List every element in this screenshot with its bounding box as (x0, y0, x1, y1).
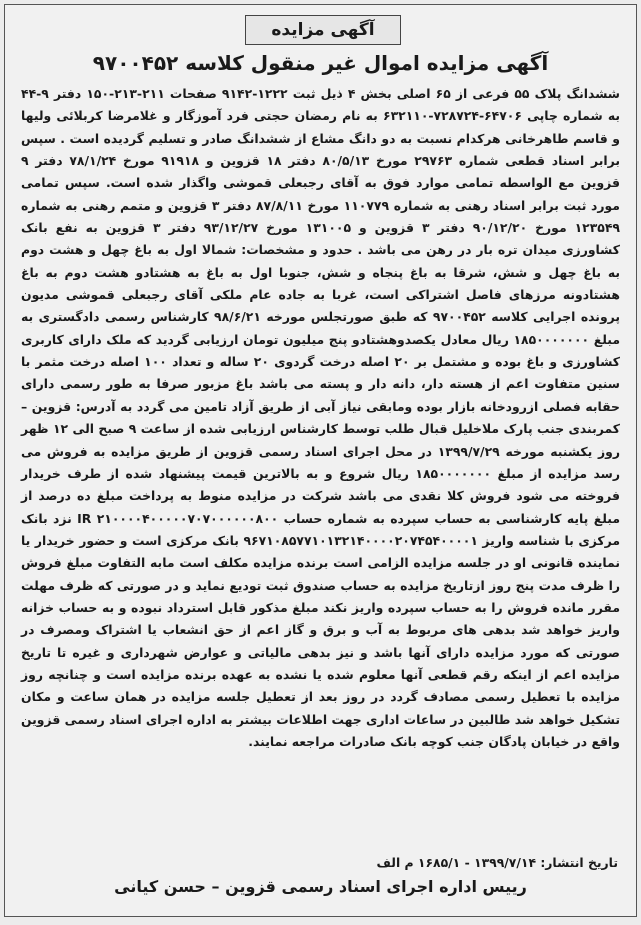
ad-page (4, 4, 637, 917)
ad-title: آگهی مزایده (245, 15, 401, 45)
signature-line: رییس اداره اجرای اسناد رسمی قزوین – حسن کیانی (114, 877, 527, 896)
publish-date: تاریخ انتشار: ۱۳۹۹/۷/۱۴ - ۱۶۸۵/۱ م الف (376, 855, 618, 870)
ad-body-text: ششدانگ پلاک ۵۵ فرعی از ۶۵ اصلی بخش ۴ ذیل ثبت ۱۲۲۲-۹۱۴۲ صفحات ۲۱۱-۲۱۳-۱۵۰ دفتر ۹-۴۴ به شماره چاپی ۶۴۷۰۶-۷۲۸۷۲۴-۶۳۲۱۱۰ به نام رمضان حجتی فرد آموزگار و غلامرضا کربلائی ولیها و قاسم طاهرخانی هرکدام نسبت به دو دانگ مشاع از ششدانگ صادر و تسلیم گردیده است . سپس برابر اسناد قطعی شماره ۲۹۷۶۳ مورخ ۸۰/۵/۱۳ دفتر ۱۸ قزوین و ۹۱۹۱۸ مورخ ۷۸/۱/۲۴ دفتر ۹ قزوین مع الواسطه تمامی موارد فوق به آقای رجبعلی قموشی واگذار شده است. سپس تمامی مورد ثبت برابر اسناد رهنی به شماره ۱۱۰۷۷۹ مورخ ۸۷/۸/۱۱ دفتر ۳ قزوین و متمم رهنی به شماره ۱۲۳۵۴۹ مورخ ۹۰/۱۲/۲۰ دفتر ۳ قزوین و ۱۳۱۰۰۵ مورخ ۹۳/۱۲/۲۷ دفتر ۳ قزوین به نفع بانک کشاورزی میدان تره بار در رهن می باشد . حدود و مشخصات: شمالا اول به باغ چهل و هشت دوم به باغ چهل و شش، شرقا به باغ پنجاه و شش، جنوبا اول به باغ به هشتادو هشت دوم به باغ هشتادونه مرزهای فاصل اشتراکی است، غربا به جاده عام ملکی آقای رجبعلی قموشی مدیون پرونده اجرایی کلاسه ۹۷۰۰۴۵۲ که طبق صورتجلس مورخه ۹۸/۶/۲۱ کارشناس رسمی دادگستری به مبلغ ۱۸۵۰۰۰۰۰۰۰ ریال معادل یکصدوهشتادو پنج میلیون تومان ارزیابی گردید که ملک دارای کاربری کشاورزی و باغ بوده و مشتمل بر ۲۰ اصله درخت گردوی ۲۰ ساله و تعداد ۱۰۰ اصله درخت مثمر با سنین متفاوت اعم از هسته دار، دانه دار و پسته می باشد باغ مزبور صرفا به طور رسمی دارای حقابه فصلی ازرودخانه بازار بوده ومابقی نیاز آبی از طریق آزاد تامین می گردد به آدرس: قزوین – کمربندی جنب پارک ملاخلیل قبال طلب توسط کارشناس ارزیابی شده از ساعت ۹ صبح الی ۱۲ ظهر روز یکشنبه مورخه ۱۳۹۹/۷/۲۹ در محل اجرای اسناد رسمی قزوین از طریق مزایده به فروش می رسد مزایده از مبلغ ۱۸۵۰۰۰۰۰۰۰ ریال شروع و به بالاترین قیمت پیشنهاد شده از طرف خریدار فروخته می شود فروش کلا نقدی می باشد شرکت در مزایده منوط به پرداخت مبلغ ده درصد از مبلغ پایه کارشناسی به حساب سپرده به شماره حساب ۲۱۰۰۰۰۴۰۰۰۰۰۷۰۷۰۰۰۰۰۰۸۰۰ IR نزد بانک مرکزی با شناسه واریز ۹۶۷۱۰۸۵۷۷۱۰۱۳۲۱۴۰۰۰۰۲۰۷۴۵۴۰۰۰۰۱ بانک مرکزی است و حضور خریدار یا نماینده قانونی او در جلسه مزایده الزامی است برنده مزایده مکلف است مابه التفاوت مبلغ فروش را ظرف مدت پنج روز ازتاریخ مزایده به حساب صندوق ثبت تودیع نماید و در صورتی که ظرف مهلت مقرر مانده فروش را به حساب سپرده واریز نکند مبلغ مذکور قابل استرداد نبوده و به حساب خزانه واریز خواهد شد بدهی های مربوط به آب و برق و گاز اعم از حق انشعاب یا اشتراک ومصرف در صورتی که مورد مزایده دارای آنها باشد و نیز بدهی مالیاتی و عوارض شهرداری و غیره تا تاریخ مزایده اعم از اینکه رقم قطعی آنها معلوم شده یا نشده به عهده برنده مزایده است و چنانچه روز مزایده با تعطیل رسمی مصادف گردد در روز بعد از تعطیل جلسه مزایده در همان ساعت و مکان تشکیل خواهد شد طالبین در ساعات اداری جهت اطلاعات بیشتر به اداره اجرای اسناد رسمی قزوین واقع در خیابان پادگان جنب کوچه بانک صادرات مراجعه نمایند. (21, 86, 621, 749)
ad-subtitle: آگهی مزایده اموال غیر منقول کلاسه ۹۷۰۰۴۵۲ (92, 51, 549, 75)
